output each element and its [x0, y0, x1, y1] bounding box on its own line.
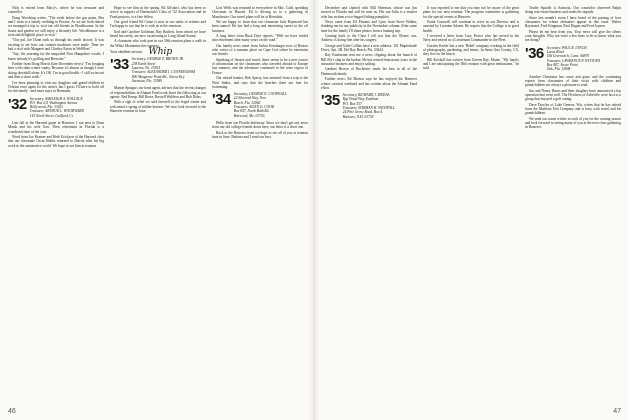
address-line: 800 Mangrove Point Rd., Sierra Key	[131, 74, 185, 79]
paragraph: Since last month's event I have heard of the passing of four classmates for whom obituaries appear in this issue. Walter Raymond, Fred Kingman, Paul Dugan and Fred Jopson.	[525, 15, 621, 29]
address-line: Ryp Woad Way, Eastham	[342, 97, 379, 102]
paragraph: Another Christmas has come and gone, and the continuing reports from classmates of their visits with children and grandchildren are always a pleasure to read.	[525, 74, 621, 88]
treasurer-line: Treasurer, LAWRENCE P. WITTGEN	[546, 58, 601, 63]
paragraph: I received a letter from Lucy Pearce who has served in the Navy and retired as a Lieutenant Commander in the Fleet.	[423, 34, 519, 43]
class-officers	[234, 92, 287, 118]
address-line: Sarasota, Fla. 33580	[131, 78, 163, 83]
address-line: 238 Earth Street	[131, 61, 156, 66]
paragraph: Our good friend Ed Crane is now in our ranks of retirees and I'm happy to say that he is with us at the reunions.	[110, 20, 206, 29]
paragraph: December and chatted with Bill Sherman, whose son has moved to Florida and will be near us. His son John is a teacher who has written a two-legged fishing pamphlet.	[321, 6, 417, 19]
class-year: '32	[8, 95, 27, 113]
paragraph: Dave Dowley of Lake Geneva, Wis. writes that he has retired from the Madison Soft Company and is busy with travel and his grandchildren.	[525, 102, 621, 116]
paragraph: Hello from our Florida hideaway. Since we don't get any news from our old college friends down here, our letter is a short one.	[212, 120, 308, 130]
treasurer-line: Treasurer, ALEXANDER I. CUNNINGHAM	[131, 70, 195, 75]
treasurer-line: Treasurer, AILEN G. COOK	[233, 105, 275, 110]
paragraph: Mamie Sprague, our head agent, advises that the recent changes of responsibilities in Alumni Fund work leave the following as our agents: Ned Kemp, Bill Rowe, Russell Waldron and Bob Dales.	[110, 86, 206, 99]
paragraph: Bill Kriskoll has written from Greens Bay, Maine. "My family and I are anticipating the 50th reunion with great enthusiasm," he said.	[423, 57, 519, 71]
right-page	[314, 0, 628, 420]
left-column-2	[110, 6, 206, 114]
address-line: Beach, Fla. 32960	[233, 100, 261, 105]
paragraph: Please let me hear from you. Your news will give the others your thoughts. Why not write a few lines to let us know what you are doing?	[525, 29, 621, 43]
right-column-3	[525, 6, 621, 131]
address-line: P.O. Box 211 Washington Avenue	[29, 100, 78, 105]
paragraph: It was reported to me that you may not be aware of the great plans for our next reunion. The program committee is gathering for the special events at Hanover.	[423, 6, 519, 19]
class-year: '33	[110, 56, 129, 74]
paragraph: A classmate who took part in our 50th reunion plans a walk in the White Mountains this summer.	[110, 39, 206, 48]
paragraph: Trudie Spaulle is Sarasota. Our counselor observed Ralph doing real estate business and sends his regards.	[525, 6, 621, 15]
class-year: '34	[212, 91, 231, 109]
class-header-34	[212, 92, 308, 118]
address-line: Lucas Road	[546, 50, 564, 55]
class-header-32	[8, 97, 104, 118]
class-year: '35	[321, 92, 340, 110]
paragraph: Word from Joe Kramer and Herb Erickson of the Harvard class that our classmate Oscar Hobbs returned to Detroit after his big work in the automotive world. We hope to see him at reunion.	[8, 135, 104, 148]
left-column-1	[8, 6, 104, 149]
class-officers	[343, 93, 395, 119]
address-line: Laurens, Pa. 15924	[131, 65, 160, 70]
paragraph: Doug Woodring writes, "The week before the gas pains, Bea and I went to a family wedding in Boston. As we are both retired we managed a trip to visit our old friends in Woodbourne. In the house and garden we still enjoy a leisurely life. Woodbourne is a twin and delightful place to visit."	[8, 15, 104, 38]
address-line: Box 847, North Bath Rd.	[233, 109, 270, 114]
paragraph: With a sigh of relief we said farewell to the frigid winter and welcomed a spring of milder breezes. We now look forward to the Hanover reunion in June.	[110, 100, 206, 113]
secretary-line: Secretary, RICHARD J. MEDAS	[342, 93, 390, 98]
class-year: '36	[525, 44, 544, 62]
address-line: 143 North Street, Guilford, Ct.	[29, 113, 74, 118]
paragraph: Hope to see him in the spring. Ed Gilsdorf, who has been so active in support of Dartmouth's Class of '32 Association and its Fund projects, is a fine fellow.	[110, 6, 206, 19]
address-line: Box 487, Stowe Point	[546, 62, 578, 67]
signature-lead: Your obedient servant,	[110, 50, 143, 55]
paragraph: George and Gabe Collins have a new address: 101 Mapleshade Drive, Apt. 2B, Del Ray Beach, Fla. 33444.	[321, 43, 417, 53]
paragraph: "Our pal, Joe Dunn took us through his ranch factory. It was exciting to see how our counter machines were made. Then we had a visit with Margaret and Charley Eaton in Wellfleet."	[8, 38, 104, 52]
right-column-2	[423, 6, 519, 72]
address-line: P.O. Box 557	[342, 101, 362, 106]
paragraph: Earl and Caroline Goldman, Ray Bartlett, from whom we have heard but rarely, are now vacationing in Long Island Sound.	[110, 29, 206, 39]
address-line: 24 Pine Grove Road, Box 4	[342, 110, 383, 115]
right-column-1	[321, 6, 417, 122]
address-line: Harwood, Me. 03755	[233, 113, 265, 118]
left-column-3	[212, 6, 308, 140]
class-officers	[132, 57, 195, 83]
paragraph: Last fall at the Harvard game in Hanover, I ran next to Dean Marsh and his wife Gen. Their retirement in Florida is a wonderful time of the year.	[8, 121, 104, 134]
address-line: Old Greenwich, Conn. 06870	[546, 54, 590, 59]
treasurer-line: Treasurer, ARTHUR L. WOODWARD	[29, 109, 84, 114]
paragraph: Further news: Ed Morton says he has enjoyed the Hanover winter carnival weekend and has written about the Alumni Fund effort.	[321, 77, 417, 90]
paragraph: News came from Ed Pizzano and Lynn from Steve Walker, thinking me for my publicity in the November column. After some time for the family I'll share photos from a hunting trip.	[321, 20, 417, 33]
treasurer-line: Treasurer, NORMAN H. WESTFALL	[342, 106, 396, 111]
paragraph: Speaking of theatre and travel, there seems to be a new source of information on the classmates who traveled abroad to Europe last summer, and the adventure continued to the wine region of France.	[212, 57, 308, 75]
paragraph: I've been planning to visit my daughter and grand-children in Orleans once again for the winter, but I guess I'll have to hold off for the family - and more stays in Bermuda.	[8, 80, 104, 94]
paragraph: Nick is retired from Macy's, where he was treasurer and controller.	[8, 6, 104, 15]
paragraph: Gardner Brown of Rochester sends his best to all of the Dartmouth family.	[321, 67, 417, 76]
class-header-33	[110, 57, 206, 83]
address-line: 22 Silveroid Way, Vero	[233, 96, 267, 101]
secretary-line: Secretary, GEORGE F. BROWN JR.	[131, 57, 184, 62]
signature-block	[110, 47, 206, 58]
paragraph: We send our warm wishes to each of you for the coming season and look forward to seeing many of you at the next class gathering in Hanover.	[525, 116, 621, 130]
class-header-35	[321, 93, 417, 119]
paragraph: We are happy to learn that our classmate Jack Raymond has been named. He has had a long and interesting career in the oil business.	[212, 20, 308, 33]
paragraph: Our retired banker, Bob Sperry, has returned from a trip to the West Indies, and says that the beaches there are fine for swimming.	[212, 76, 308, 89]
paragraph: Frank Cornwell will continue to serve as our Director and is assisted by Lorraine Adams. He reports that the College is in good health.	[423, 20, 519, 33]
page-number: 47	[613, 408, 621, 415]
class-officers	[547, 46, 601, 72]
paragraph: Jim and Nancy Burns and their daughter have announced a hip operation that went well. The Fletchers of Asheville were host to a group that enjoyed a golf outing.	[525, 88, 621, 102]
paragraph: "Say, I'm yearning for the unspoiled New Hampshire woods. I know already it's golfing and Brewster."	[8, 52, 104, 61]
paragraph: Gordon Keeler has a new 'Rebel' company working in the field of photography, gardening, and tennis. In Santa Ana County, CA, they live on the beach.	[423, 43, 519, 57]
paragraph: Coming back to the Class I tell you that the Olsens' son, Andrew, is doing fine after his surgery.	[321, 34, 417, 43]
paragraph: Ray Kaufmann sent me a news clipping about the launch of Bill Ely's ship in the harbor. He has retired from many years in the insurance business and enjoys sailing.	[321, 53, 417, 67]
secretary-line: Secretary, GEORGE E. COOPWALL	[233, 92, 287, 97]
paragraph: A long letter from Buck Dyer reports: "Well we have settled into retirement after many years on the road."	[212, 34, 308, 43]
paragraph: Lois Wells was returned to everywhere in Mac. Calif. spending Christmas in Hawaii. Ed is driving us to a gathering in Manchester. Our travel plans will be at Honolulu.	[212, 6, 308, 19]
paragraph: Our family news came from Arthur Ernsburger now of Boston who writes of a summer place on Cape Cod where he entertains our friends.	[212, 43, 308, 57]
signature: Whip	[148, 47, 173, 58]
secretary-line: Secretary, ASHLEIGH A. WALLACE	[29, 96, 83, 101]
class-officers	[30, 97, 84, 118]
paragraph: Back to the Hanover front we hope to see all of you at reunion time in June. Barbara and I send our best.	[212, 130, 308, 139]
address-line: Oak, Fla. 32808	[546, 67, 571, 72]
paragraph: Further from Doug Morris (late December news): "I'm foraging here with cabin winter vanity. Because it's almost as though I were skiing downhill alone. It's OK. I'm in good health - I still swim out and then a short walk."	[8, 62, 104, 80]
class-header-36	[525, 46, 621, 72]
secretary-line: Secretary, PAUL R. LYNCH	[546, 45, 587, 50]
address-line: Hanover, N.H. 03755	[342, 114, 374, 119]
address-line: Hollywood, Fla. 33021	[29, 105, 64, 110]
page-number: 46	[8, 408, 16, 415]
